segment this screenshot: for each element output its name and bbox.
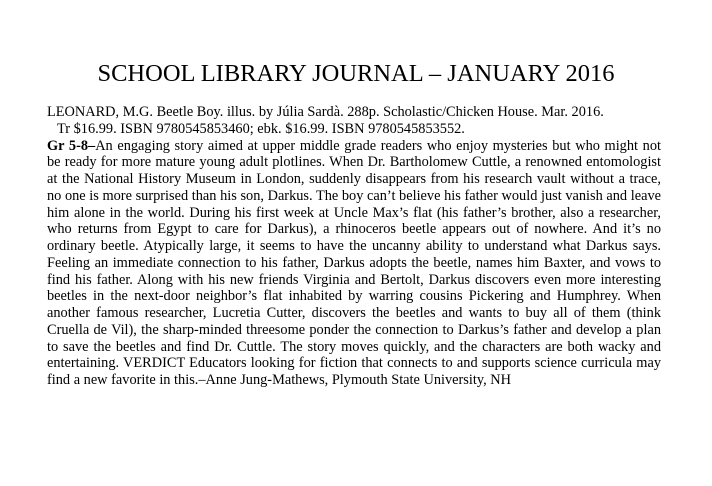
citation-line-1: LEONARD, M.G. Beetle Boy. illus. by Júlia Sardà. 288p. Scholastic/Chicken House. Mar. 2016. [47, 104, 604, 120]
reviewer-credit: –Anne Jung-Mathews, Plymouth State University, NH [198, 372, 511, 388]
book-review [47, 104, 661, 389]
grade-level: Gr 5-8– [47, 137, 96, 154]
page-title: SCHOOL LIBRARY JOURNAL – JANUARY 2016 [97, 60, 615, 87]
review-citation [47, 104, 661, 138]
review-body [47, 138, 661, 389]
citation-line-2: Tr $16.99. ISBN 9780545853460; ebk. $16.99. ISBN 9780545853552. [57, 120, 465, 137]
review-text: An engaging story aimed at upper middle grade readers who enjoy mysteries but who might not be ready for more mature young adult plotlines. When Dr. Bartholomew Cuttle, a renowned entomologist at the National History Museum in London, suddenly disappears from his research vault without a trace, no one is more surprised than his son, Darkus. The boy can’t believe his father would just vanish and leave him alone in the world. During his first week at Uncle Max’s flat (his father’s brother, also a researcher, who returns from Egypt to care for Darkus), a rhinoceros beetle appears out of nowhere. And it’s no ordinary beetle. Atypically large, it seems to have the uncanny ability to understand what Darkus says. Feeling an immediate connection to his father, Darkus adopts the beetle, names him Baxter, and vows to find his father. Along with his new friends Virginia and Bertolt, Darkus discovers even more interesting beetles in the next-door neighbor’s flat inhabited by warring cousins Pickering and Humphrey. When another famous researcher, Lucretia Cutter, discovers the beetles and wants to buy all of them (think Cruella de Vil), the sharp-minded threesome ponder the connection to Darkus’s father and develop a plan to save the beetles and find Dr. Cuttle. The story moves quickly, and the characters are both wacky and entertaining. VERDICT Educators looking for fiction that connects to and supports science curricula may find a new favorite in this. [47, 137, 661, 388]
